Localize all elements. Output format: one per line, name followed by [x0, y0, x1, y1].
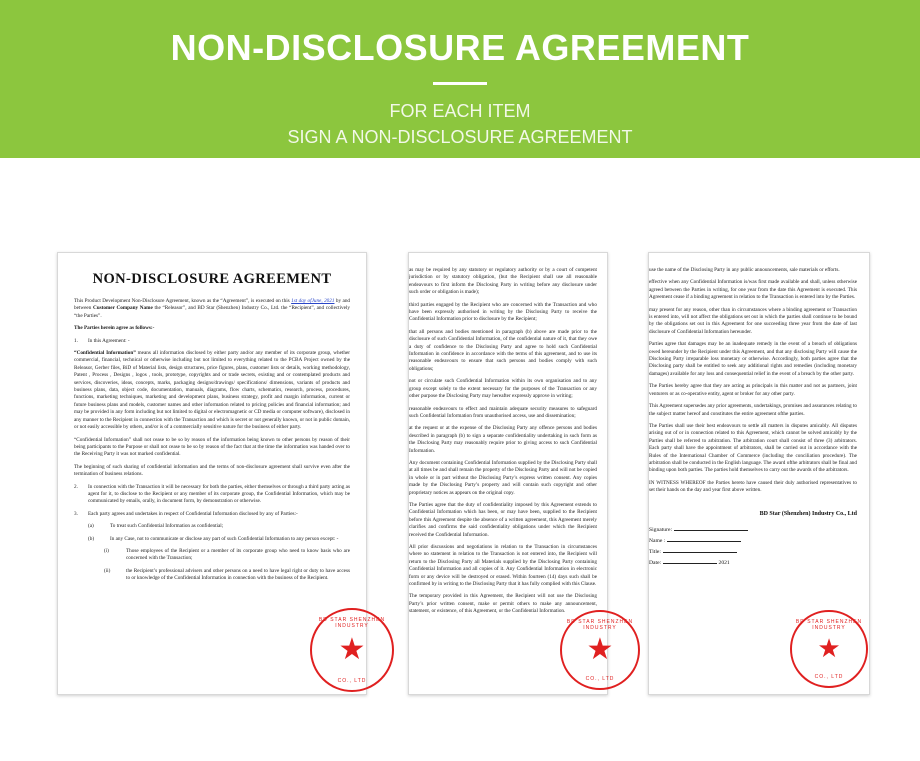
page2-paragraph: not or circulate such Confidential Information within its own organisation and to any group except solely to the extent necessary for the purposes of the Transaction or any other purpose the Disclosing Party may hereafter expressly approve in writing; — [409, 378, 597, 400]
seal-top-text-3: BD STAR SHENZHEN INDUSTRY — [795, 619, 863, 631]
intro-text: This Product Development Non-Disclosure Agreement, known as the “Agreement”, is executed on this — [74, 298, 290, 304]
signature-field-label: Date: — [649, 559, 662, 566]
begin-paragraph: The beginning of such sharing of confidential information and the terms of non-disclosure agreement shall survive even after the termination of business relations. — [74, 463, 350, 478]
clause-3a-number: (a) — [88, 523, 94, 530]
page3-paragraph: may present for any reason, other than in circumstances where a binding agreement or Transaction is entered into, will not affect the obligations set out in which the parties shall continue to be bound by the obligations set out in this Agreement for one succeeding three year from the date of last disclosure of Confidential Information hereunder. — [649, 306, 857, 335]
signature-field-rule[interactable] — [663, 552, 737, 553]
clause-3b-i-number: (i) — [104, 547, 109, 554]
seal-top-text-1: BD STAR SHENZHEN INDUSTRY — [318, 617, 386, 629]
seal-star-icon-2: ★ — [586, 633, 614, 666]
page3-paragraph: effective when any Confidential Information is/was first made available and shall, unless otherwise agreed between the Parties in writing, for one year from the date this Agreement is executed. This Agreement cease if a binding agreement in relation to the Transaction is entered into by the Parties. — [649, 279, 857, 301]
seal-top-text-2: BD STAR SHENZHEN INDUSTRY — [566, 619, 634, 631]
clause-3b — [74, 536, 350, 543]
page2-paragraph: as may be required by any statutory or regulatory authority or by a court of competent jurisdiction or by statutory obligation, (but the Recipient shall use all reasonable endeavours to first inform the Disclosing Party in writing before any disclosure under such order or obligation is made); — [409, 267, 597, 296]
page2-paragraph: Any document containing Confidential Information supplied by the Disclosing Party shall at all times be and shall remain the property of the Disclosing Party and will not be copied in whole or in part without the Disclosing Party’s express written consent. Any copies made by the Disclosing Party’s property and will contain such copyright and other proprietary notices as appears on the original copy. — [409, 459, 597, 496]
clause-1 — [74, 338, 350, 345]
signature-field[interactable] — [649, 547, 857, 558]
clause-3b-number: (b) — [88, 535, 95, 542]
banner-divider — [433, 82, 487, 85]
page3-paragraph: use the name of the Disclosing Party in any public announcements, sale materials or efforts. — [649, 267, 840, 273]
page3-paragraph: This Agreement supersedes any prior agreements, undertakings, promises and assurances relating to the subject matter hereof and constitutes the entire agreement ofthe parties. — [649, 403, 857, 417]
signature-field[interactable] — [649, 536, 857, 547]
signature-field-rule[interactable] — [667, 541, 741, 542]
signature-block — [649, 525, 857, 569]
clause-3b-ii — [74, 568, 350, 583]
company-seal-page1-icon — [310, 608, 394, 692]
page-banner — [0, 0, 920, 158]
document-page-3-body — [649, 267, 857, 495]
clause-3b-i — [74, 548, 350, 563]
clause-1-number: 1. — [74, 337, 78, 344]
signature-field-label: Signature: — [649, 526, 672, 533]
clause-3b-ii-number: (ii) — [104, 567, 111, 574]
clause-3a-text: To treat such Confidential Information as confidential; — [110, 523, 224, 530]
signature-field-label: Title: — [649, 548, 661, 555]
signature-field[interactable] — [649, 558, 857, 569]
page3-paragraph: Parties agree that damages may be an inadequate remedy in the event of a breach of obligations owed hereunder by the Recipient under this Agreement, and that any disclosing Party will cause the Disclosing Party irreparable loss monetary or otherwise. Accordingly, both parties agree that the Disclosing party shall be entitled to seek any additional rights and remedies (including monetary damages) available for any loss and consequential relief in the event of a breach by the other party. — [649, 341, 857, 377]
ceases-paragraph: “Confidential Information” shall not cease to be so by reason of the information being known to other persons by reason of their being participants to the Purpose or shall not cease to be so by reason of the fact that at the time the information was handed over to the Receiving Party it was not marked confidential. — [74, 436, 350, 458]
intro-cont: by and between — [74, 298, 351, 312]
confidential-definition — [74, 350, 350, 431]
clause-3b-text: In any Case, not to communicate or disclose any part of such Confidential Information to any person except: - — [110, 535, 339, 542]
company-seal-page3-icon — [790, 610, 868, 688]
confidential-definition-text: means all information disclosed by either party and/or any member of its corporate group, whether commercial, financial, technical or otherwise including but not limited to everything related to the PCBA Project owned by the Releasor, Gerber files, BiD of Material lists, design structures, price figures, plans, customer lists or details, working methodology, Patent , Process , Designs , logos , tools, prototype, copyrights and or trade secrets, existing and or contemplated products and services, discoveries, ideas, concepts, marks, packaging designs/drawings/ specifications/ dimensions, variants of products and business plans, data, object code, documentation, manuals, diagrams, flow charts, schematics, research, process, procedures, functions, marketing techniques, marketing and development plans, business strategy, profit and margin information, current or future business plans and models, customer names and other information related to pricing policies and financial information; and may be provided in any form including but not limited to digital or electromagnetic or CD media or computer software), disclosed in any manner to the Recipient in connection with the Transaction and which is secret or not generally known, or not in public domain, or not easily accessible by others, and/or is of a commercially sensitive nature for the business of either party. — [74, 350, 350, 431]
signature-company-name: BD Star (Shenzhen) Industry Co., Ltd — [759, 510, 857, 517]
confidential-definition-label: “Confidential Information” — [74, 350, 136, 357]
document-page-2-body — [409, 267, 597, 616]
page2-paragraph: at the request or at the expense of the Disclosing Party any offence persons and bodies described in paragraph (b) to sign a separate confidentiality undertaking in such form as the Disclosing Party may reasonably require prior to giving access to such Confidential Information. — [409, 425, 597, 454]
clause-3-text: Each party agrees and undertakes in respect of Confidential Information disclosed by any of Parties:- — [88, 510, 298, 517]
seal-star-icon-1: ★ — [338, 633, 366, 666]
page3-paragraph: The Parties hereby agree that they are acting as principals in this matter and not as partners, joint venturers or as co-operative entity, agent or broker for any other party. — [649, 383, 857, 397]
page2-paragraph: third parties engaged by the Recipient who are concerned with the Transaction and who have been expressly authorised in writing by the Disclosing Party to receive the Confidential Information prior to disclosure by the Recipient; — [409, 301, 597, 323]
page2-paragraph: that all persons and bodies mentioned in paragraph (b) above are made prior to the disclosure of such Confidential Information, of the confidential nature of it, that they owe a duty of confidence to the Disclosing Party and agree to hold such Confidential Information in confidence in accordance with the terms of this agreement, and to use its reasonable endeavours to ensure that such persons and bodies comply with such obligations; — [409, 328, 597, 372]
clause-1-text: In this Agreement: - — [88, 337, 130, 344]
page2-paragraph: The Parties agree that the duty of confidentiality imposed by this Agreement extends to Confidential Information which has been, or may have been, supplied to the Recipient before this Agreement despite the absence of a written agreement, this Agreement merely clarifies and confirms the said confidentiality obligations under which the Recipient received the Confidential Information. — [409, 501, 597, 538]
page2-paragraph: All prior discussions and negotiations in relation to the Transaction in circumstances where no statement in relation to the Transaction is not entered into, the Recipient will return to the Disclosing Party all Materials supplied by the Disclosing Party containing Confidential Information and all copies of it. Any Confidential Information in electronic form or any device will be destroyed or erased. Within fourteen (14) days such shall be confirmed by in writing to the Disclosing Party that it has fully complied with this Clause. — [409, 544, 597, 588]
intro-date: 1st day ofJune, 2021 — [291, 298, 335, 304]
signature-field[interactable] — [649, 525, 857, 536]
clause-3 — [74, 511, 350, 518]
page2-paragraph: The temporary provided in this Agreement, the Recipient will not use the Disclosing Party’s prior written consent, make or permit others to make any announcement, statement, or existence, of this Agreement, or the Confidential Information. — [409, 593, 597, 615]
banner-subtitle-1: FOR EACH ITEM — [389, 101, 531, 121]
seal-bottom-text-3: CO., LTD — [814, 674, 844, 680]
intro-paragraph — [74, 298, 350, 320]
parties-heading: The Parties herein agree as follows:- — [74, 325, 155, 332]
page3-paragraph: The Parties shall use their best endeavours to settle all matters in disputes amicably. All disputes arising out of or in connection related to this Agreement, which cannot be solved amicably by the Parties shall be referred to arbitration. The arbitration court shall consist of three (3) arbitrators. Each party shall have the appointment of arbitrators, shall be carried out in accordance with the Rules of the International Chamber of Commerce (including the conciliation procedure). The arbitration shall be conducted in the English language. The award ofthe arbitrators shall be final and binding upon both parties. The parties hold themselves to carry out the awards of the arbitrators. — [649, 422, 857, 474]
clause-3b-i-text: Those employees of the Recipient or a member of its corporate group who need to know basis who are concerned with the Transaction; — [126, 547, 350, 562]
signature-field-label: Name : — [649, 537, 666, 544]
clause-2-text: In connection with the Transaction it will be necessary for both the parties, either themselves or through a third party acting as agent for it, to disclose to the Recipient or any member of its corporate group, the Confidential Information, which may be communicated by emails, orally, in document form, by demonstration or otherwise. — [88, 483, 350, 505]
page3-paragraph: IN WITNESS WHEREOF the Parties hereto have caused their duly authorised representatives to set their hands on the day and year first above written. — [649, 479, 857, 494]
signature-field-value: 2021 — [717, 559, 730, 566]
clause-2 — [74, 484, 350, 506]
document-pages-area — [0, 248, 920, 698]
intro-tail: the “Releasor”, and BD Star (Shenzhen) Industry Co., Ltd. the “Recipient”, and collectively “the Parties”. — [74, 305, 350, 319]
page2-paragraph: reasonable endeavours to effect and maintain adequate security measures to safeguard such Confidential Information from unauthorised access, use and dissemination; — [409, 405, 597, 419]
clause-3b-ii-text: the Recipient’s professional advisers and other persons on a need to have legal right or duty to have access to or knowledge of the Confidential Information in connection with the business of the Recipient. — [126, 567, 350, 582]
document-title: NON-DISCLOSURE AGREEMENT — [92, 271, 332, 287]
banner-title: NON-DISCLOSURE AGREEMENT — [170, 27, 750, 68]
seal-bottom-text-1: CO., LTD — [337, 678, 367, 684]
intro-party-name: Customer Company Name — [92, 305, 153, 312]
company-seal-page2-icon — [560, 610, 640, 690]
signature-field-rule[interactable] — [663, 563, 717, 564]
banner-subtitle-2: SIGN A NON-DISCLOSURE AGREEMENT — [287, 127, 633, 147]
clause-3-number: 3. — [74, 510, 78, 517]
signature-field-rule[interactable] — [674, 530, 748, 531]
seal-bottom-text-2: CO., LTD — [585, 676, 615, 682]
seal-star-icon-3: ★ — [817, 634, 841, 663]
clause-2-number: 2. — [74, 483, 78, 490]
clause-3a — [74, 523, 350, 530]
